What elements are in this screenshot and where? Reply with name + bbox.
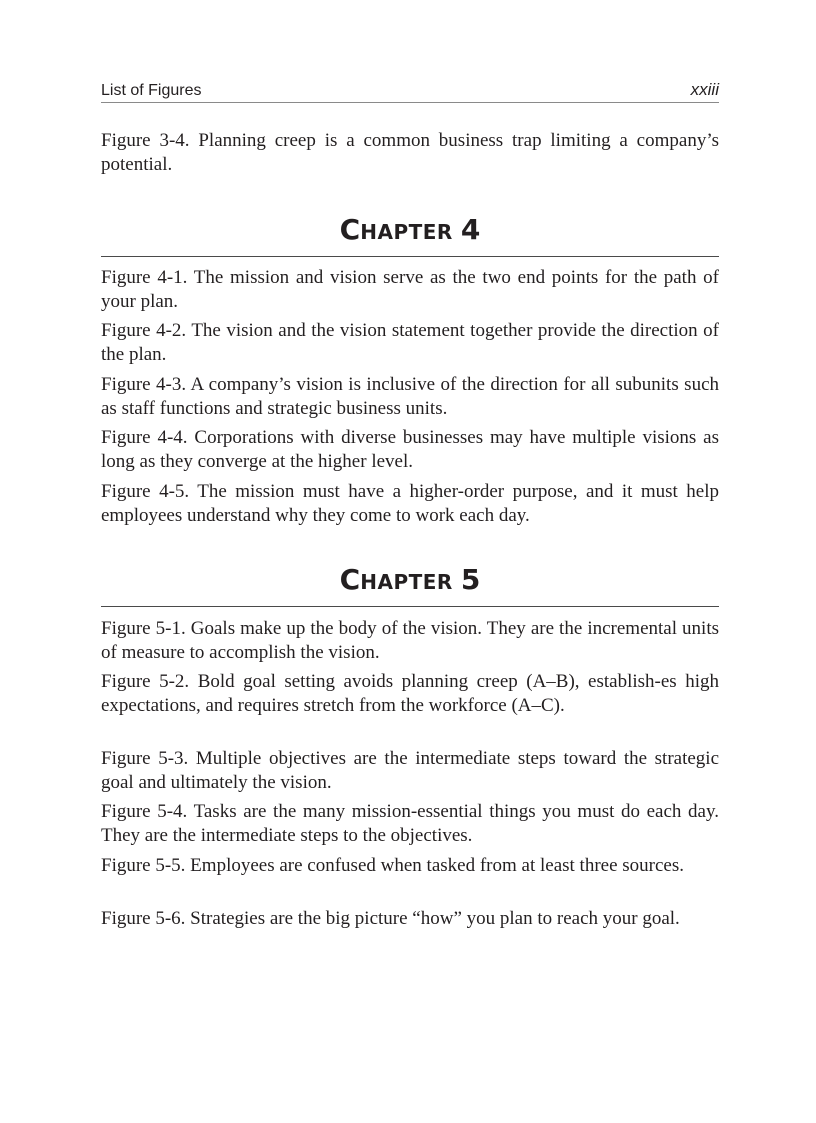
chapter-5-heading-initial: C [339,563,361,596]
chapter-5-rule [101,606,719,607]
figure-entry-5-3: Figure 5-3. Multiple objectives are the intermediate steps toward the strategic goal and ultimately the vision. [101,748,719,793]
figure-entry-5-6: Figure 5-6. Strategies are the big picture “how” you plan to reach your goal. [101,908,680,929]
chapter-4-rule [101,256,719,257]
running-header [101,80,719,103]
figure-entry-4-2: Figure 4-2. The vision and the vision statement together provide the direction of the plan. [101,320,719,365]
chapter-5-heading-word: HAPTER [360,570,453,594]
page-number: xxiii [690,80,719,99]
figure-entry-5-5: Figure 5-5. Employees are confused when tasked from at least three sources. [101,855,684,876]
chapter-5-heading-number: 5 [460,563,481,596]
chapter-4-heading-initial: C [339,213,361,246]
figure-entry-5-2: Figure 5-2. Bold goal setting avoids planning creep (A–B), establish-es high expectations, and requires stretch from the workforce (A–C). [101,671,719,716]
chapter-4-heading-number: 4 [460,213,481,246]
chapter-4-heading-word: HAPTER [360,220,453,244]
figure-entry-5-4: Figure 5-4. Tasks are the many mission-essential things you must do each day. They are the intermediate steps to the objectives. [101,801,719,846]
chapter-4-heading [101,213,719,246]
figure-entry-3-4: Figure 3-4. Planning creep is a common business trap limiting a company’s potential. [101,130,719,175]
chapter-5-heading [101,563,719,596]
figure-entry-4-4: Figure 4-4. Corporations with diverse businesses may have multiple visions as long as they converge at the higher level. [101,427,719,472]
figure-entry-4-5: Figure 4-5. The mission must have a higher-order purpose, and it must help employees understand why they come to work each day. [101,481,719,526]
figure-entry-4-1: Figure 4-1. The mission and vision serve as the two end points for the path of your plan. [101,267,719,312]
figure-entry-5-1: Figure 5-1. Goals make up the body of the vision. They are the incremental units of measure to accomplish the vision. [101,618,719,663]
figure-entry-4-3: Figure 4-3. A company’s vision is inclusive of the direction for all subunits such as staff functions and strategic business units. [101,374,719,419]
running-title: List of Figures [101,82,202,99]
